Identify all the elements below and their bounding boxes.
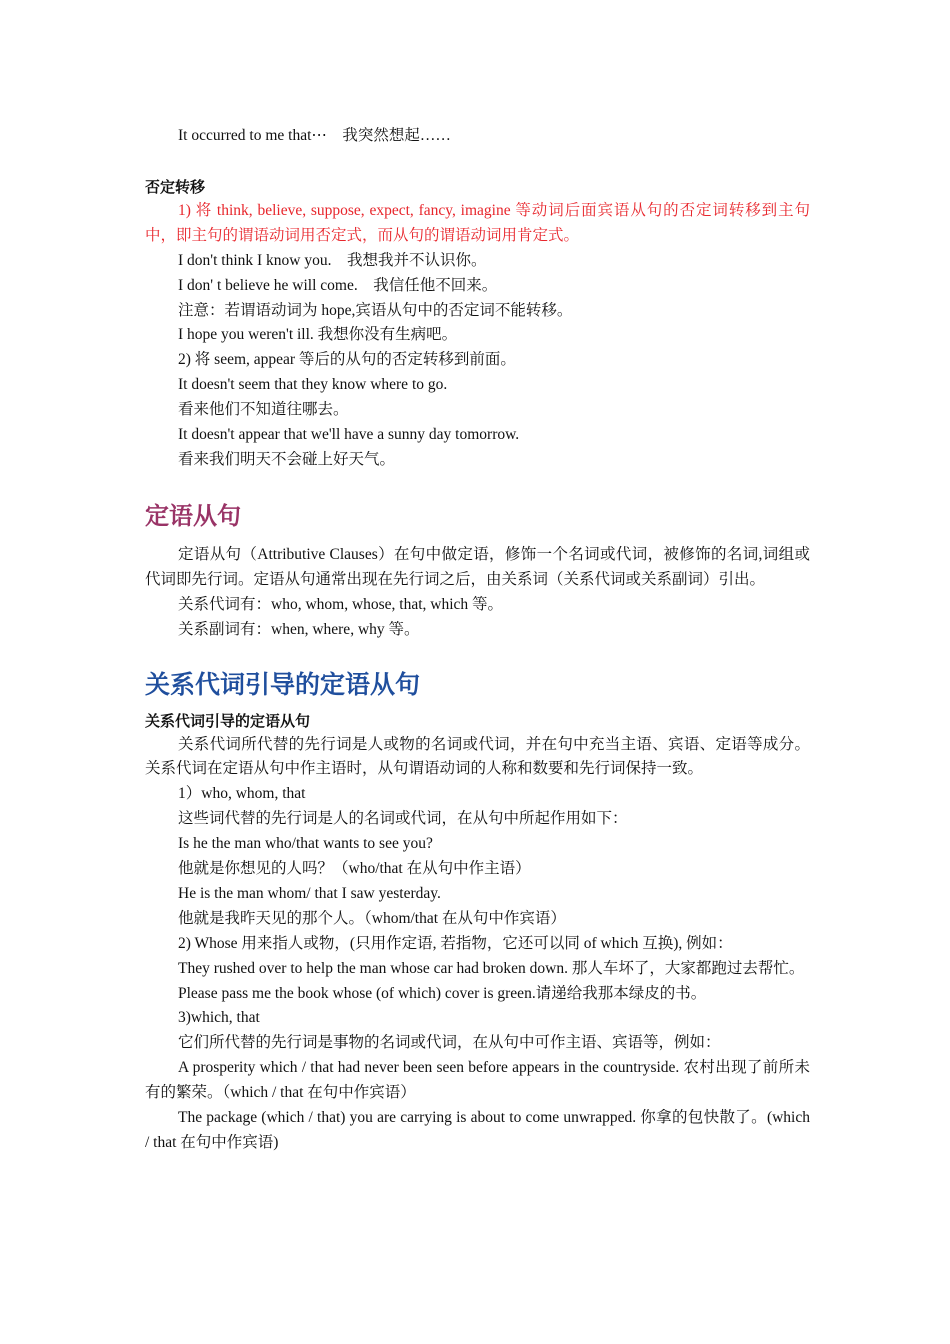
intro-line: It occurred to me that⋯ 我突然想起…… [178,127,451,144]
negation-rule-2: 2) 将 seem, appear 等后的从句的否定转移到前面。 [178,351,516,369]
negation-example-5: It doesn't appear that we'll have a sunny day tomorrow. [178,426,520,444]
negation-heading: 否定转移 [145,177,206,196]
relative-pronoun-intro: 关系代词所代替的先行词是人或物的名词或代词，并在句中充当主语、宾语、定语等成分。关系代词在定语从句中作主语时，从句谓语动词的人称和数要和先行词保持一致。 [145,735,810,778]
item-1-example-1-translation: 他就是你想见的人吗？（who/that 在从句中作主语） [178,860,531,878]
item-1-example-2: He is the man whom/ that I saw yesterday. [178,884,441,902]
item-1-title: 1）who, whom, that [178,785,306,803]
relative-pronouns-list: 关系代词有：who, whom, whose, that, which 等。 [178,595,504,613]
negation-example-4-translation: 看来他们不知道往哪去。 [178,401,349,419]
item-1-example-2-translation: 他就是我昨天见的那个人。（whom/that 在从句中作宾语） [178,909,566,927]
negation-example-1: I don't think I know you. 我想我并不认识你。 [178,251,487,269]
negation-example-2: I don' t believe he will come. 我信任他不回来。 [178,276,498,294]
attributive-intro: 定语从句（Attributive Clauses）在句中做定语，修饰一个名词或代词，被修饰的名词,词组或代词即先行词。定语从句通常出现在先行词之后，由关系词（关系代词或关系副词）引出。 [145,545,810,588]
negation-note: 注意：若谓语动词为 hope,宾语从句中的否定词不能转移。 [178,301,573,319]
document-body [145,124,810,1156]
item-3-title: 3)which, that [178,1009,260,1027]
item-1-example-1: Is he the man who/that wants to see you? [178,835,433,853]
item-2-example-1: They rushed over to help the man whose car had broken down. 那人车坏了，大家都跑过去帮忙。 [178,959,805,977]
item-3-example-1: A prosperity which / that had never been seen before appears in the countryside. 农村出现了前所未有的繁荣。（which / that 在句中作宾语） [145,1059,810,1102]
negation-rule-1: 1) 将 think, believe, suppose, expect, fancy, imagine 等动词后面宾语从句的否定词转移到主句中，即主句的谓语动词用否定式，而从句的谓语动词用肯定式。 [145,201,810,244]
item-3-description: 它们所代替的先行词是事物的名词或代词，在从句中可作主语、宾语等，例如： [178,1034,721,1052]
item-3-example-2: The package (which / that) you are carrying is about to come unwrapped. 你拿的包快散了。(which / that 在句中作宾语) [145,1109,810,1151]
attributive-heading: 定语从句 [145,501,241,530]
item-2-example-2: Please pass me the book whose (of which) cover is green.请递给我那本绿皮的书。 [178,984,707,1002]
relative-pronoun-subheading: 关系代词引导的定语从句 [145,711,311,730]
negation-example-5-translation: 看来我们明天不会碰上好天气。 [178,450,396,468]
item-1-description: 这些词代替的先行词是人的名词或代词，在从句中所起作用如下： [178,810,628,828]
relative-pronoun-heading: 关系代词引导的定语从句 [145,669,421,699]
item-2-title: 2) Whose 用来指人或物，(只用作定语, 若指物，它还可以同 of which 互换), 例如： [178,934,733,952]
relative-adverbs-list: 关系副词有：when, where, why 等。 [178,620,420,638]
negation-example-3: I hope you weren't ill. 我想你没有生病吧。 [178,326,458,344]
negation-example-4: It doesn't seem that they know where to go. [178,376,448,394]
